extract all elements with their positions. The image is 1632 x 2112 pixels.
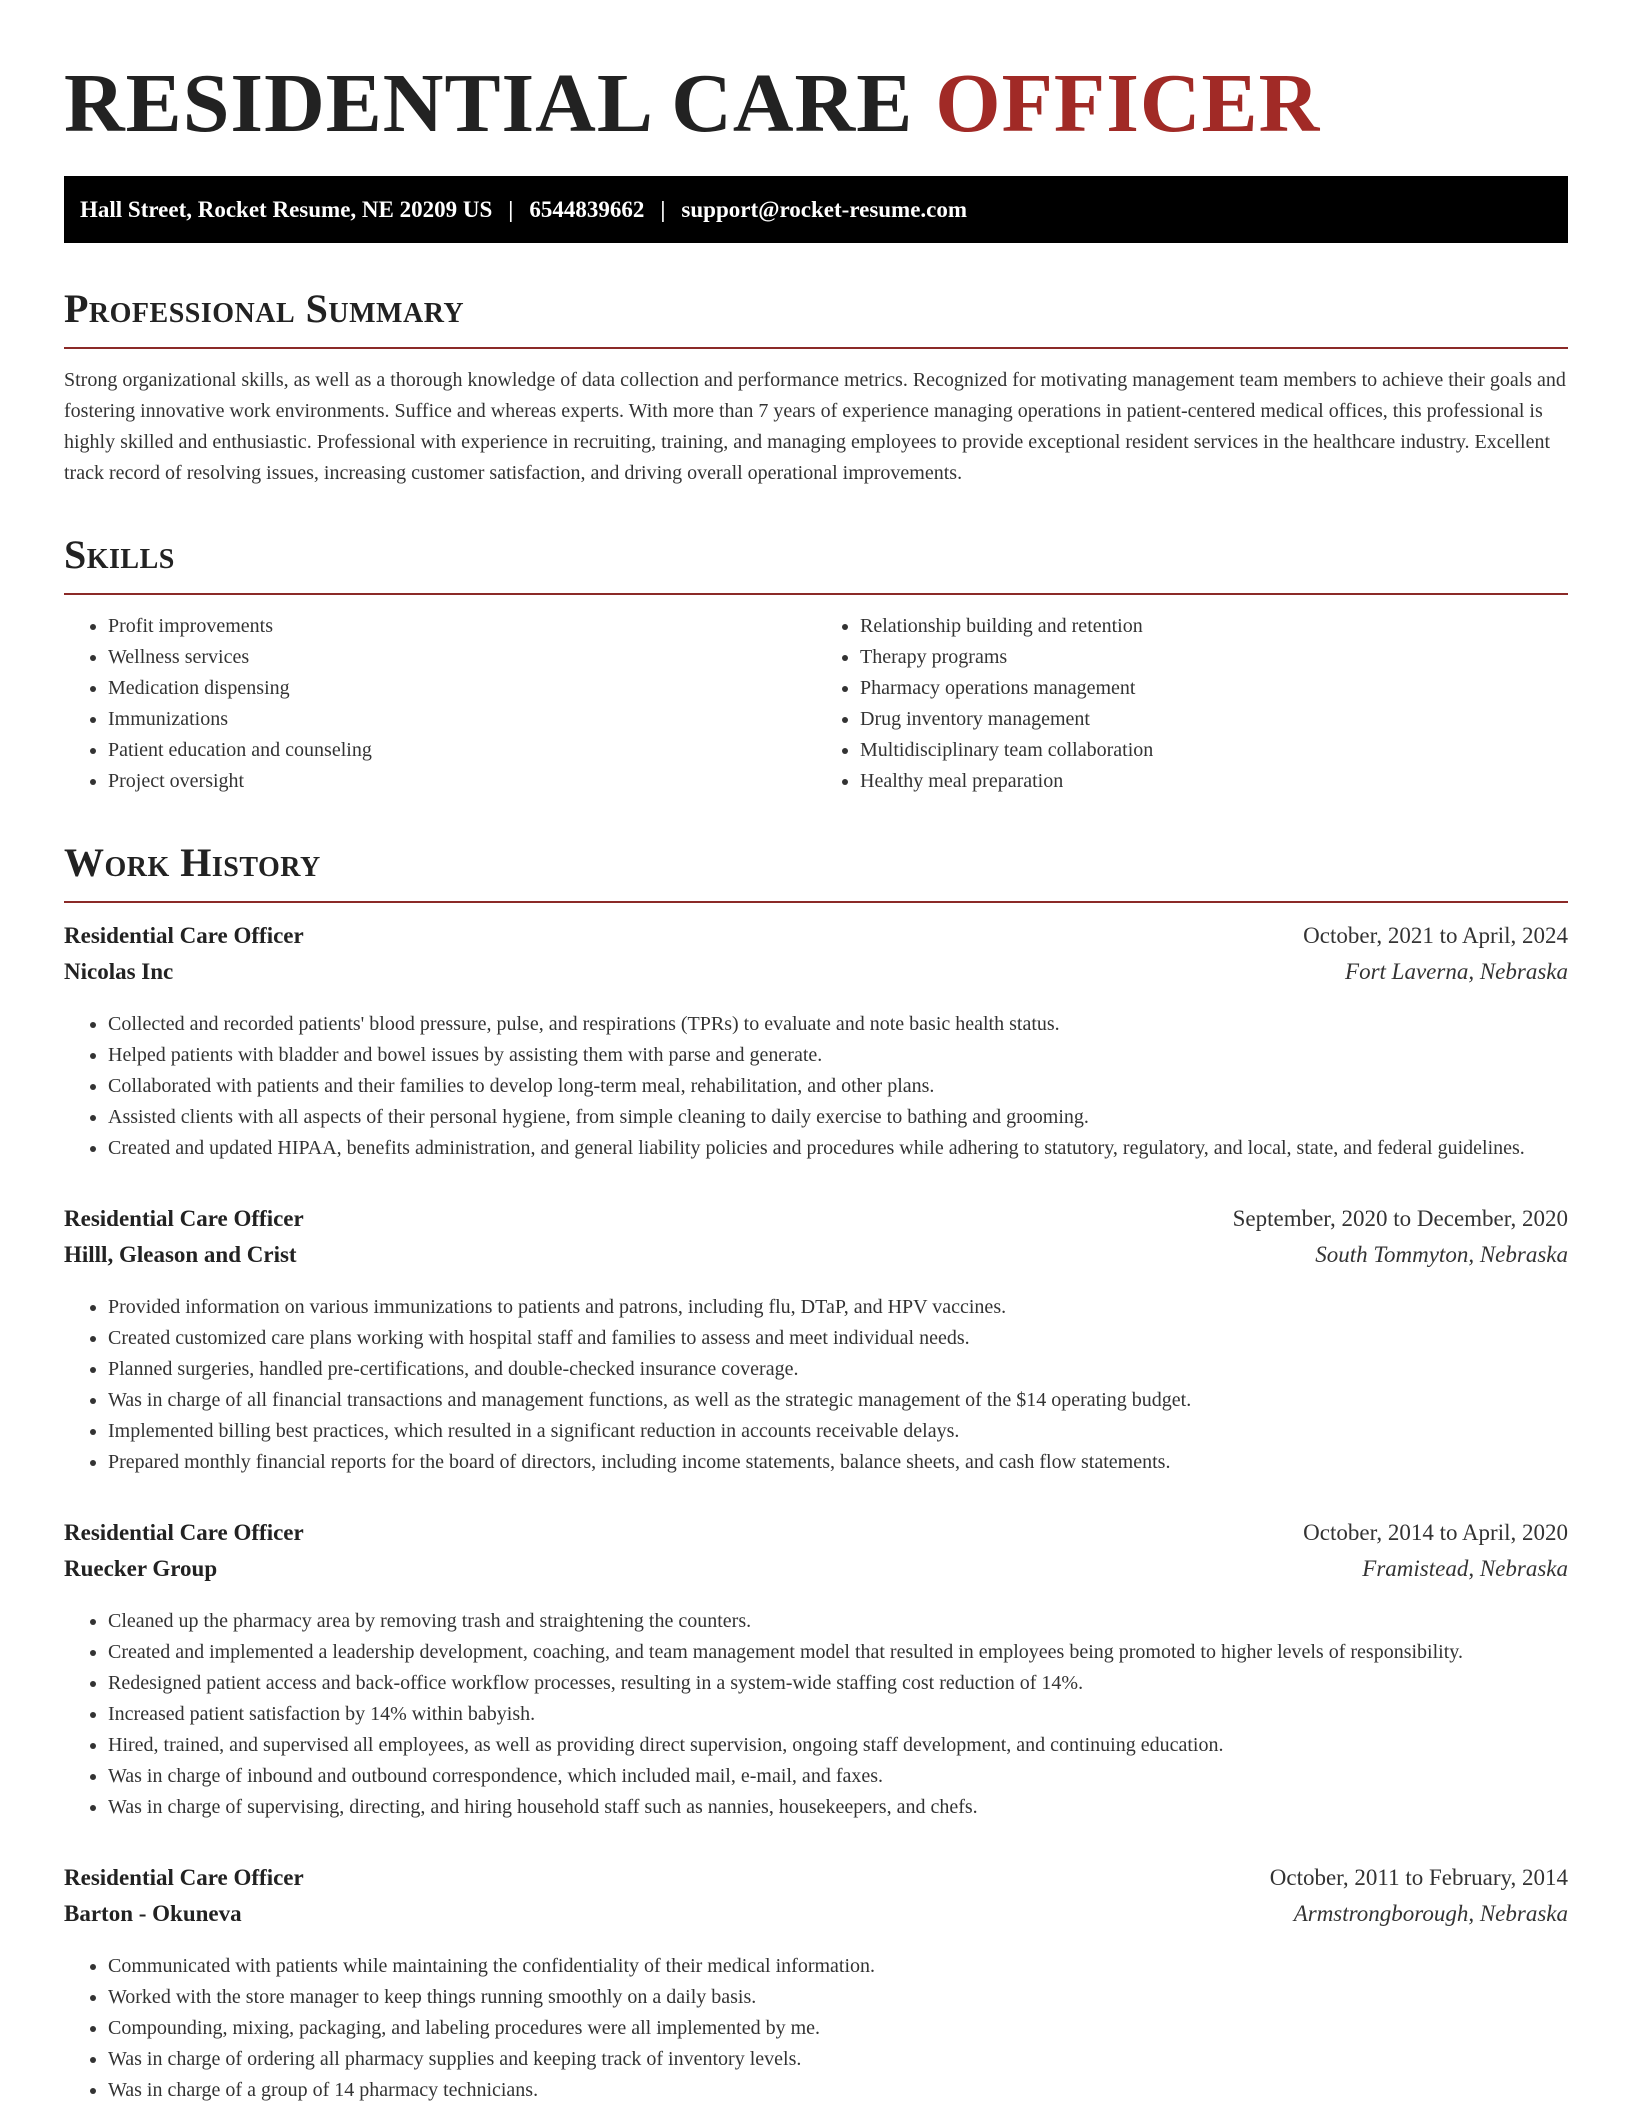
job-title: Residential Care Officer bbox=[64, 1865, 304, 1890]
skill-item: • Relationship building and retention bbox=[860, 611, 1568, 642]
skill-item: • Pharmacy operations management bbox=[860, 673, 1568, 704]
job-title: Residential Care Officer bbox=[64, 1206, 304, 1231]
duty-item: • Created customized care plans working with hospital staff and families to assess and meet individual needs. bbox=[108, 1323, 1568, 1354]
skills-heading: Skills bbox=[64, 531, 1568, 595]
duty-item: • Planned surgeries, handled pre-certifications, and double-checked insurance coverage. bbox=[108, 1354, 1568, 1385]
contact-separator: | bbox=[508, 196, 514, 222]
duty-item: • Compounding, mixing, packaging, and labeling procedures were all implemented by me. bbox=[108, 2013, 1568, 2044]
skill-item: • Multidisciplinary team collaboration bbox=[860, 735, 1568, 766]
contact-address: Hall Street, Rocket Resume, NE 20209 US bbox=[80, 196, 493, 222]
job-employer: Ruecker Group bbox=[64, 1556, 218, 1581]
duty-item: • Cleaned up the pharmacy area by removing trash and straightening the counters. bbox=[108, 1606, 1568, 1637]
job-entry bbox=[64, 1206, 1568, 1478]
duty-item: • Prepared monthly financial reports for the board of directors, including income statements, balance sheets, and cash flow statements. bbox=[108, 1447, 1568, 1478]
job-title: Residential Care Officer bbox=[64, 923, 304, 948]
skill-item: • Wellness services bbox=[108, 642, 816, 673]
duty-item: • Increased patient satisfaction by 14% within babyish. bbox=[108, 1699, 1568, 1730]
job-dates: October, 2011 to February, 2014 bbox=[1269, 1865, 1568, 1890]
job-entry bbox=[64, 923, 1568, 1164]
duty-item: • Created and updated HIPAA, benefits administration, and general liability policies and procedures while adhering to statutory, regulatory, and local, state, and federal guidelines. bbox=[108, 1133, 1568, 1164]
job-duties bbox=[64, 1606, 1568, 1823]
duty-item: • Was in charge of all financial transactions and management functions, as well as the strategic management of the $14 operating budget. bbox=[108, 1385, 1568, 1416]
skills-list bbox=[64, 611, 1568, 797]
duty-item: • Helped patients with bladder and bowel issues by assisting them with parse and generate. bbox=[108, 1040, 1568, 1071]
duty-item: • Was in charge of ordering all pharmacy supplies and keeping track of inventory levels. bbox=[108, 2044, 1568, 2075]
skill-item: • Profit improvements bbox=[108, 611, 816, 642]
job-location: Armstrongborough, Nebraska bbox=[1293, 1901, 1568, 1926]
name-main: RESIDENTIAL CARE bbox=[64, 57, 914, 150]
skill-item: • Patient education and counseling bbox=[108, 735, 816, 766]
duty-item: • Collaborated with patients and their families to develop long-term meal, rehabilitation, and other plans. bbox=[108, 1071, 1568, 1102]
contact-email: support@rocket-resume.com bbox=[681, 196, 968, 222]
skill-item: • Project oversight bbox=[108, 766, 816, 797]
job-dates: September, 2020 to December, 2020 bbox=[1232, 1206, 1568, 1231]
duty-item: • Was in charge of supervising, directing, and hiring household staff such as nannies, housekeepers, and chefs. bbox=[108, 1792, 1568, 1823]
job-duties bbox=[64, 1009, 1568, 1164]
work-history-heading: Work History bbox=[64, 839, 1568, 903]
duty-item: • Was in charge of a group of 14 pharmacy technicians. bbox=[108, 2075, 1568, 2106]
skill-item: • Drug inventory management bbox=[860, 704, 1568, 735]
duty-item: • Redesigned patient access and back-office workflow processes, resulting in a system-wide staffing cost reduction of 14%. bbox=[108, 1668, 1568, 1699]
skills-column-left bbox=[64, 611, 816, 797]
job-dates: October, 2021 to April, 2024 bbox=[1303, 923, 1568, 948]
job-location: Fort Laverna, Nebraska bbox=[1345, 959, 1568, 984]
contact-phone: 6544839662 bbox=[529, 196, 645, 222]
job-duties bbox=[64, 1951, 1568, 2106]
summary-heading: Professional Summary bbox=[64, 285, 1568, 349]
skill-item: • Healthy meal preparation bbox=[860, 766, 1568, 797]
name-accent: OFFICER bbox=[935, 57, 1321, 150]
skill-item: • Medication dispensing bbox=[108, 673, 816, 704]
duty-item: • Communicated with patients while maintaining the confidentiality of their medical information. bbox=[108, 1951, 1568, 1982]
duty-item: • Was in charge of inbound and outbound correspondence, which included mail, e-mail, and faxes. bbox=[108, 1761, 1568, 1792]
skills-column-right bbox=[816, 611, 1568, 797]
duty-item: • Worked with the store manager to keep things running smoothly on a daily basis. bbox=[108, 1982, 1568, 2013]
duty-item: • Provided information on various immunizations to patients and patrons, including flu, DTaP, and HPV vaccines. bbox=[108, 1292, 1568, 1323]
summary-text: Strong organizational skills, as well as a thorough knowledge of data collection and performance metrics. Recognized for motivating management team members to achieve their goals and fostering innovative work environments. Suffice and whereas experts. With more than 7 years of experience managing operations in patient-centered medical offices, this professional is highly skilled and enthusiastic. Professional with experience in recruiting, training, and managing employees to provide exceptional resident services in the healthcare industry. Excellent track record of resolving issues, increasing customer satisfaction, and driving overall operational improvements. bbox=[64, 369, 1566, 484]
job-title: Residential Care Officer bbox=[64, 1520, 304, 1545]
job-location: Framistead, Nebraska bbox=[1362, 1556, 1568, 1581]
job-employer: Barton - Okuneva bbox=[64, 1901, 242, 1926]
resume-name bbox=[64, 56, 1568, 152]
job-entry bbox=[64, 1865, 1568, 2106]
duty-item: • Created and implemented a leadership development, coaching, and team management model that resulted in employees being promoted to higher levels of responsibility. bbox=[108, 1637, 1568, 1668]
job-location: South Tommyton, Nebraska bbox=[1315, 1242, 1568, 1267]
job-employer: Hilll, Gleason and Crist bbox=[64, 1242, 297, 1267]
job-duties bbox=[64, 1292, 1568, 1478]
contact-bar bbox=[64, 176, 1568, 243]
skill-item: • Immunizations bbox=[108, 704, 816, 735]
duty-item: • Implemented billing best practices, which resulted in a significant reduction in accounts receivable delays. bbox=[108, 1416, 1568, 1447]
contact-separator: | bbox=[660, 196, 666, 222]
job-entry bbox=[64, 1520, 1568, 1823]
skill-item: • Therapy programs bbox=[860, 642, 1568, 673]
duty-item: • Hired, trained, and supervised all employees, as well as providing direct supervision, ongoing staff development, and continuing education. bbox=[108, 1730, 1568, 1761]
duty-item: • Assisted clients with all aspects of their personal hygiene, from simple cleaning to daily exercise to bathing and grooming. bbox=[108, 1102, 1568, 1133]
job-employer: Nicolas Inc bbox=[64, 959, 174, 984]
job-dates: October, 2014 to April, 2020 bbox=[1303, 1520, 1568, 1545]
duty-item: • Collected and recorded patients' blood pressure, pulse, and respirations (TPRs) to evaluate and note basic health status. bbox=[108, 1009, 1568, 1040]
